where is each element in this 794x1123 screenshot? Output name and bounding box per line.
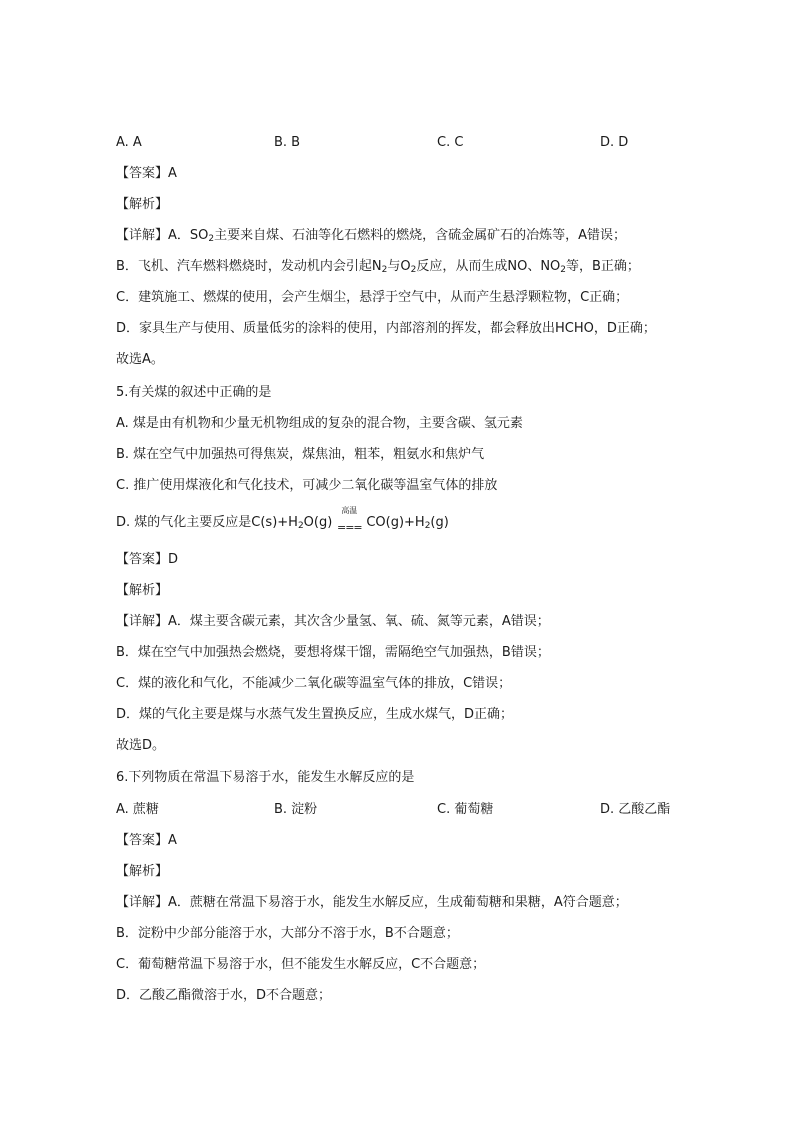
q6-option-a: A. 蔗糖	[116, 802, 159, 817]
q5-analysis-heading: 【解析】	[116, 583, 169, 598]
q6-analysis-heading: 【解析】	[116, 864, 169, 879]
q4-options	[116, 134, 696, 152]
q6-options	[116, 801, 696, 819]
q4-answer: 【答案】A	[116, 166, 177, 181]
q6-detail-d: D．乙酸乙酯微溶于水，D不合题意；	[116, 988, 332, 1003]
q5-option-c: C. 推广使用煤液化和气化技术，可减少二氧化碳等温室气体的排放	[116, 478, 498, 493]
q5-detail-b: B．煤在空气中加强热会燃烧，要想将煤干馏，需隔绝空气加强热，B错误；	[116, 645, 550, 660]
q6-answer: 【答案】A	[116, 833, 177, 848]
q5-option-a: A. 煤是由有机物和少量无机物组成的复杂的混合物，主要含碳、氢元素	[116, 416, 523, 431]
q6-option-c: C. 葡萄糖	[437, 802, 494, 817]
q5-option-d: D. 煤的气化主要反应是$C(s)+H_2O(g)$ 高温 === $CO(g)+H_2(g)$	[116, 506, 449, 534]
q6-detail-c: C．葡萄糖常温下易溶于水，但不能发生水解反应，C不合题意；	[116, 957, 486, 972]
q4-detail-b: B．飞机、汽车燃料燃烧时，发动机内会引起$N_2$与$O_2$反应，从而生成NO、$NO_2$等，B正确；	[116, 259, 640, 275]
q5-option-b: B. 煤在空气中加强热可得焦炭，煤焦油，粗苯，粗氨水和焦炉气	[116, 447, 485, 462]
q5-answer: 【答案】D	[116, 552, 179, 567]
q4-analysis-heading: 【解析】	[116, 197, 169, 212]
q6-stem: 6.下列物质在常温下易溶于水，能发生水解反应的是	[116, 770, 415, 785]
q4-conclusion: 故选A。	[116, 352, 164, 367]
reaction-condition-equals: 高温 ===	[336, 506, 362, 534]
q5-detail-a: 【详解】A．煤主要含碳元素，其次含少量氢、氧、硫、氮等元素，A错误；	[116, 614, 550, 629]
q5-detail-c: C．煤的液化和气化，不能减少二氧化碳等温室气体的排放，C错误；	[116, 676, 512, 691]
q6-option-d: D. 乙酸乙酯	[600, 802, 671, 817]
q6-detail-b: B．淀粉中少部分能溶于水，大部分不溶于水，B不合题意；	[116, 926, 459, 941]
q6-detail-a: 【详解】A．蔗糖在常温下易溶于水，能发生水解反应，生成葡萄糖和果糖，A符合题意；	[116, 895, 628, 910]
q4-option-d: D. D	[600, 135, 629, 150]
q5-detail-d: D．煤的气化主要是煤与水蒸气发生置换反应，生成水煤气，D正确；	[116, 707, 514, 722]
q5-stem: 5.有关煤的叙述中正确的是	[116, 385, 272, 400]
q4-detail-a: 【详解】A．$SO_2$主要来自煤、石油等化石燃料的燃烧，含硫金属矿石的冶炼等，A错误；	[116, 228, 627, 244]
q4-detail-d: D．家具生产与使用、质量低劣的涂料的使用，内部溶剂的挥发，都会释放出HCHO，D正确；	[116, 321, 656, 336]
q4-option-a: A. A	[116, 135, 142, 150]
q5-conclusion: 故选D。	[116, 738, 166, 753]
q6-option-b: B. 淀粉	[274, 802, 318, 817]
q4-option-c: C. C	[437, 135, 464, 150]
q4-option-b: B. B	[274, 135, 301, 150]
q4-detail-c: C．建筑施工、燃煤的使用，会产生烟尘，悬浮于空气中，从而产生悬浮颗粒物，C正确；	[116, 290, 629, 305]
